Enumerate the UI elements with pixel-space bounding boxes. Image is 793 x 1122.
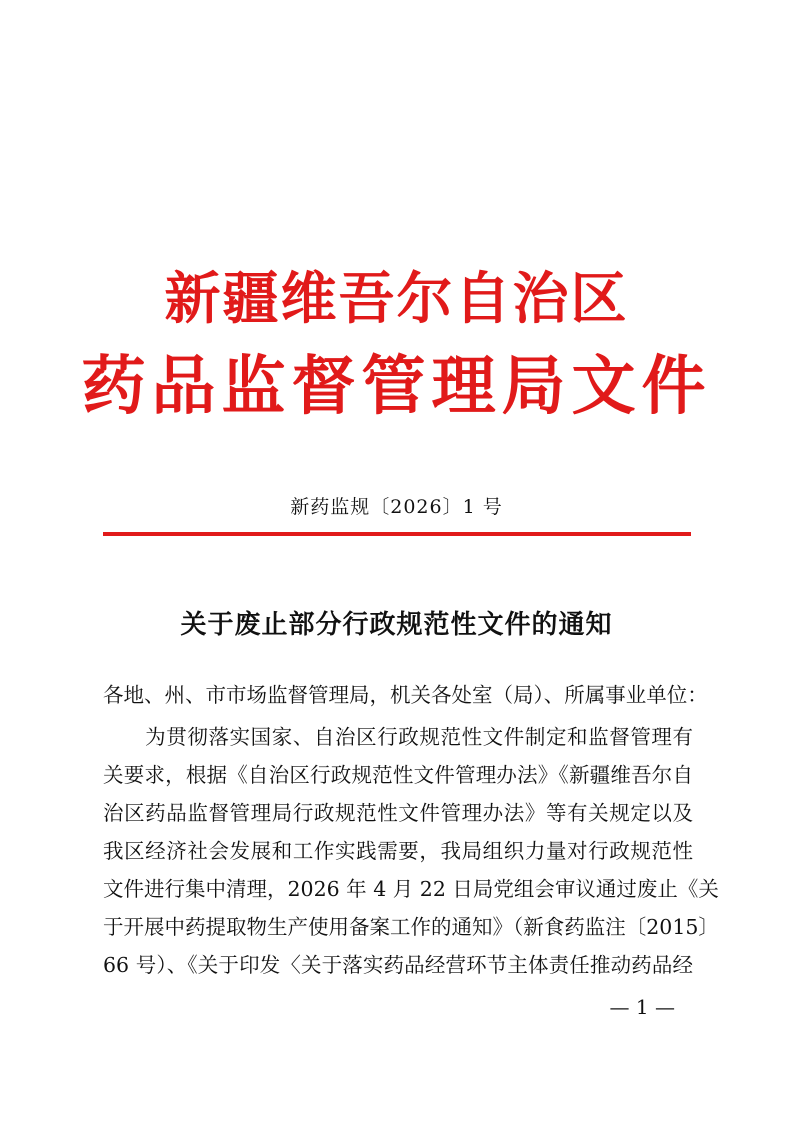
document-number: 新药监规〔2026〕1 号: [290, 496, 503, 518]
body-text-line: 治区药品监督管理局行政规范性文件管理办法》等有关规定以及: [103, 801, 693, 825]
document-title: 关于废止部分行政规范性文件的通知: [180, 610, 613, 640]
body-text-line: 66 号）、《关于印发〈关于落实药品经营环节主体责任推动药品经: [103, 953, 693, 977]
body-text-line: 我区经济社会发展和工作实践需要，我局组织力量对行政规范性: [103, 839, 693, 863]
body-text-line: 为贯彻落实国家、自治区行政规范性文件制定和监督管理有: [103, 725, 693, 749]
body-text-line: 文件进行集中清理，2026 年 4 月 22 日局党组会审议通过废止《关: [103, 877, 719, 901]
issuer-name-line2: 药品监督管理局文件: [81, 350, 712, 424]
red-separator-line: [103, 532, 691, 536]
body-text-line: 关要求，根据《自治区行政规范性文件管理办法》《新疆维吾尔自: [103, 763, 693, 787]
body-text-line: 于开展中药提取物生产使用备案工作的通知》（新食药监注〔2015〕: [103, 915, 719, 939]
addressee-line: 各地、州、市市场监督管理局，机关各处室（局）、所属事业单位：: [103, 683, 708, 707]
page-number: — 1 —: [609, 995, 675, 1019]
issuer-name-line1: 新疆维吾尔自治区: [164, 267, 629, 332]
